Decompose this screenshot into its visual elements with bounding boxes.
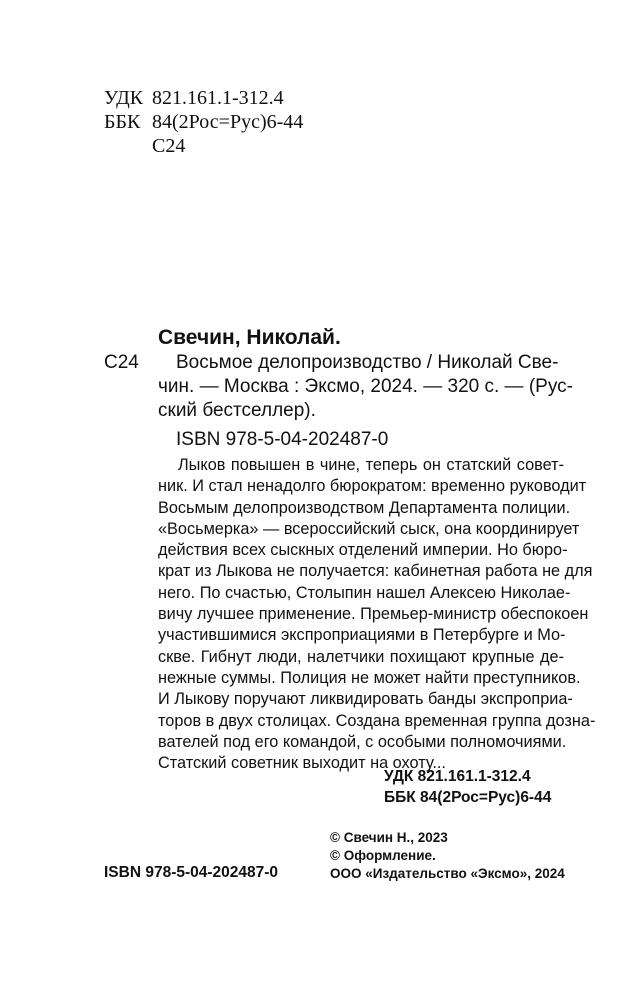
annotation-line: торов в двух столицах. Создана временная группа дозна- [158, 711, 596, 730]
annotation-line: ник. И стал ненадолго бюрократом: временно руководит [158, 477, 587, 496]
card-description-line: чин. — Москва : Эксмо, 2024. — 320 с. — (Рус- [158, 376, 573, 397]
annotation-line: Статский советник выходит на охоту... [158, 754, 446, 773]
card-isbn: ISBN 978-5-04-202487-0 [176, 429, 389, 450]
annotation-line: участившимися экспроприациями в Петербурге и Мо- [158, 626, 566, 645]
annotation-line: крат из Лыкова не получается: кабинетная работа не для [158, 562, 593, 581]
annotation-line: скве. Гибнут люди, налетчики похищают крупные де- [158, 647, 564, 666]
card-author-mark: С24 [104, 352, 139, 373]
annotation-line: И Лыкову поручают ликвидировать банды экспроприа- [158, 690, 573, 709]
udk-row [104, 86, 284, 110]
copyright-publisher: ООО «Издательство «Эксмо», 2024 [330, 866, 565, 881]
card-description-line: ский бестселлер). [158, 400, 316, 421]
footer-isbn: ISBN 978-5-04-202487-0 [104, 864, 279, 881]
annotation-line: него. По счастью, Столыпин нашел Алексею Николае- [158, 583, 571, 602]
bbk-row [104, 110, 303, 134]
card-description-line: Восьмое делопроизводство / Николай Све- [176, 352, 559, 373]
annotation-line: действия всех сыскных отделений империи. Но бюро- [158, 541, 568, 560]
annotation-line: «Восьмерка» — всероссийский сыск, она координирует [158, 519, 580, 538]
card-author: Свечин, Николай. [158, 326, 341, 349]
copyright-author: © Свечин Н., 2023 [330, 830, 448, 845]
udk-label: УДК [104, 87, 144, 109]
annotation-line: Лыков повышен в чине, теперь он статский совет- [178, 456, 564, 474]
bottom-bbk: ББК 84(2Рос=Рус)6-44 [384, 789, 552, 806]
author-mark-top: С24 [152, 135, 186, 157]
copyright-design: © Оформление. [330, 848, 436, 863]
annotation [158, 455, 596, 774]
annotation-line: вичу лучшее применение. Премьер-министр обеспокоен [158, 605, 589, 624]
annotation-line: Восьмым делопроизводством Департамента полиции. [158, 498, 571, 517]
annotation-line: вателей под его командой, с особыми полномочиями. [158, 732, 567, 751]
bbk-value: 84(2Рос=Рус)6-44 [152, 111, 304, 133]
annotation-line: нежные суммы. Полиция не может найти преступников. [158, 668, 581, 687]
bottom-udk: УДК 821.161.1-312.4 [384, 768, 531, 785]
udk-value: 821.161.1-312.4 [152, 87, 284, 109]
bbk-label: ББК [104, 111, 141, 133]
